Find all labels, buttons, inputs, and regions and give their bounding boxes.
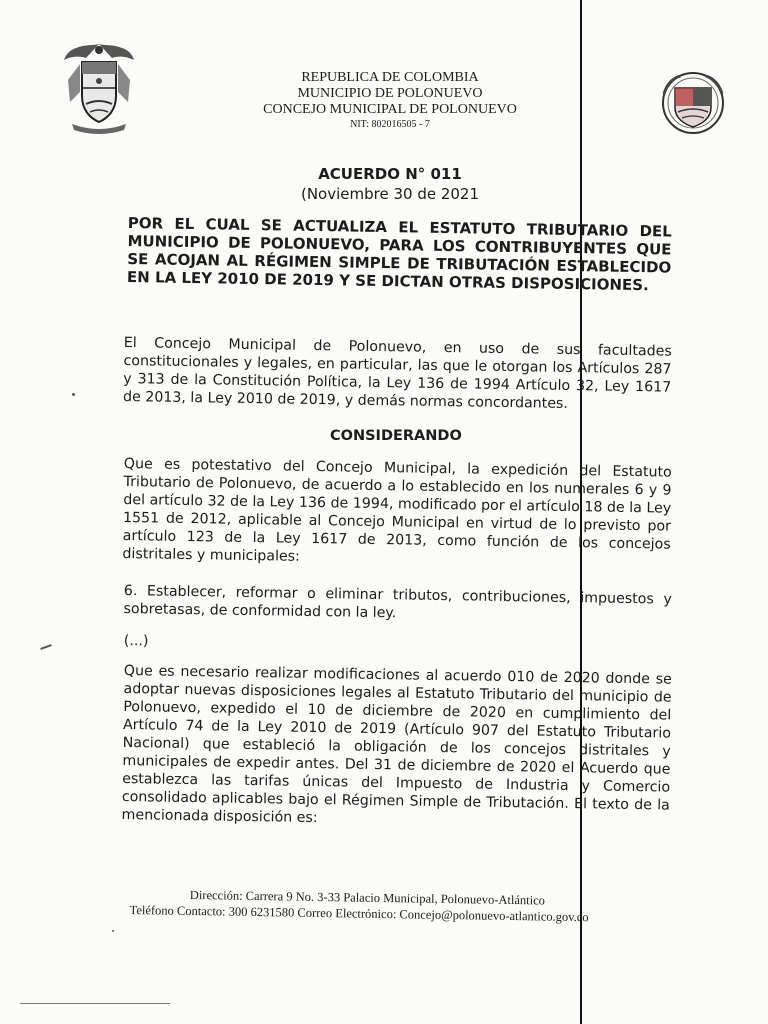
municipal-shield-icon — [660, 70, 726, 136]
necesario-paragraph: Que es necesario realizar modificaciones al acuerdo 010 de 2020 donde se adoptar nuevas disposiciones legales al Estatuto Tributario del municipio de Polonuevo, expedido el 10 de diciembre de 2020 en cumplimiento del Artículo 74 de la Ley 2010 de 2019 (Artículo 907 del Estatuto Tributario Nacional) que estableció la obligación de los concejos distritales y municipales de expedir antes. Del 31 de diciembre de 2020 el Acuerdo que establezca las tarifas únicas del Impuesto de Industria y Comercio consolidado aplicables bajo el Régimen Simple de Tributación. El texto de la mencionada disposición es: — [121, 662, 672, 827]
footer-address: Dirección: Carrera 9 No. 3-33 Palacio Municipal, Polonuevo-Atlántico — [189, 887, 546, 908]
footer-contact: Teléfono Contacto: 300 6231580 Correo Electrónico: Concejo@polonuevo-atlantico.gov.co — [129, 902, 589, 925]
agreement-block — [300, 164, 480, 204]
coat-of-arms-colombia-icon — [62, 40, 136, 136]
document-title: POR EL CUAL SE ACTUALIZA EL ESTATUTO TRIBUTARIO DEL MUNICIPIO DE POLONUEVO, PARA LOS CONTRIBUYENTES QUE SE ACOJAN AL RÉGIMEN SIMPLE DE TRIBUTACIÓN ESTABLECIDO EN LA LEY 2010 DE 2019 Y SE DICTAN OTRAS DISPOSICIONES. — [126, 214, 672, 295]
intro-paragraph: El Concejo Municipal de Polonuevo, en uso de sus facultades constitucionales y legales, en particular, las que le otorgan los Artículos 287 y 313 de la Constitución Política, la Ley 136 de 1994 Artículo 32, Ley 1617 de 2013, la Ley 2010 de 2019, y demás normas concordantes. — [122, 334, 672, 412]
header-nit: NIT: 802016505 - 7 — [350, 119, 430, 130]
scan-speck — [112, 930, 114, 932]
header-country: REPUBLICA DE COLOMBIA — [301, 70, 479, 85]
agreement-number: ACUERDO N° 011 — [318, 165, 462, 183]
agreement-date: (Noviembre 30 de 2021 — [300, 185, 480, 203]
header-council: CONCEJO MUNICIPAL DE POLONUEVO — [263, 102, 517, 117]
header-municipality: MUNICIPIO DE POLONUEVO — [297, 86, 483, 101]
considerando-heading: CONSIDERANDO — [330, 428, 462, 444]
scan-speck — [72, 393, 75, 396]
ellipsis-marker: (...) — [123, 632, 149, 650]
document-header — [240, 70, 540, 132]
bottom-scan-mark — [20, 1003, 170, 1004]
item-6-paragraph: 6. Establecer, reformar o eliminar tributos, contribuciones, impuestos y sobretasas, de conformidad con la ley. — [123, 582, 672, 622]
document-footer — [129, 886, 609, 926]
considerando-paragraph: Que es potestativo del Concejo Municipal, la expedición del Estatuto Tributario de Polonuevo, de acuerdo a lo establecido en los numerales 6 y 9 del artículo 32 de la Ley 136 de 1994, modificado por el artículo 18 de la Ley 1551 de 2012, aplicable al Concejo Municipal en virtud de lo previsto por artículo 123 de la Ley 1617 de 2013, como función de los concejos distritales y municipales: — [122, 455, 672, 565]
scan-speck — [40, 644, 52, 650]
